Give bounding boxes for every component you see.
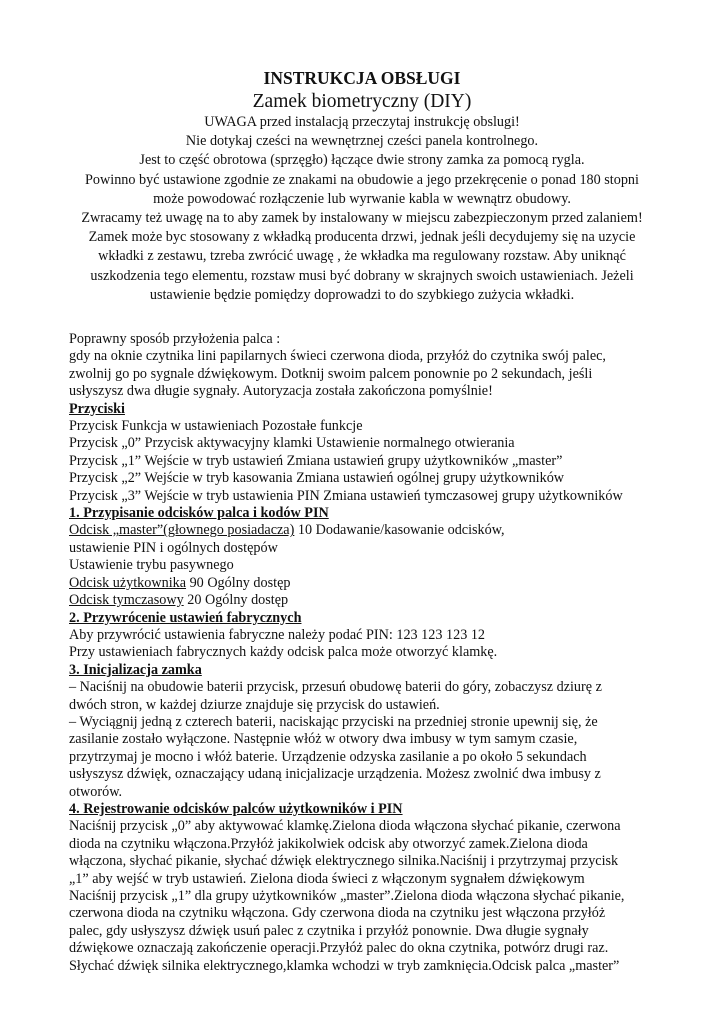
section-1-master-line	[69, 522, 695, 539]
section-4-line: dźwiękowe oznaczają zakończenie operacji.Przyłóż palec do okna czytnika, potwórz drugi raz.	[69, 940, 609, 957]
buttons-line: Przycisk „0” Przycisk aktywacyjny klamki Ustawienie normalnego otwierania	[69, 435, 515, 452]
finger-line: gdy na oknie czytnika lini papilarnych świeci czerwona dioda, przyłóż do czytnika swój palec,	[69, 348, 606, 365]
buttons-heading: Przyciski	[69, 400, 125, 417]
user-rest: 90 Ogólny dostęp	[186, 574, 291, 591]
section-3-line: dwóch stron, w każdej dziurze znajduje się przycisk do ustawień.	[69, 696, 440, 713]
section-3-line: zasilanie zostało wyłączone. Następnie włóż w otwory dwa imbusy w tym samym czasie,	[69, 731, 578, 748]
finger-line: usłyszysz dwa długie sygnały. Autoryzacja została zakończona pomyślnie!	[69, 383, 493, 400]
user-label: Odcisk użytkownika	[69, 574, 187, 591]
section-1-line: Ustawienie trybu pasywnego	[69, 557, 234, 574]
section-4-line: Słychać dźwięk silnika elektrycznego,klamka wchodzi w tryb zamknięcia.Odcisk palca „master”	[69, 957, 620, 974]
section-2-heading: 2. Przywrócenie ustawień fabrycznych	[69, 609, 302, 626]
section-4-line: palec, gdy usłyszysz dźwięk usuń palec z czytnika i przyłóż ponownie. Dwa długie sygnały	[69, 922, 589, 939]
section-1-temp-line	[69, 592, 695, 609]
intro-line: uszkodzenia tego elementu, rozstaw musi być dobrany w skrajnych swoich ustawieniach. Jeżeli	[90, 267, 634, 284]
section-1-line: ustawienie PIN i ogólnych dostępów	[69, 539, 278, 556]
section-3-line: usłyszysz dźwięk, oznaczający udaną inicjalizacje urządzenia. Możesz zwolnić dwa imbusy z	[69, 766, 601, 783]
section-4-line: włączona, słychać pikanie, słychać dźwięk elektrycznego silnika.Naciśnij i przytrzymaj przycisk	[69, 853, 619, 870]
section-2-line: Aby przywrócić ustawienia fabryczne należy podać PIN: 123 123 123 12	[69, 626, 486, 643]
section-3-heading: 3. Inicjalizacja zamka	[69, 661, 202, 678]
finger-heading: Poprawny sposób przyłożenia palca :	[69, 331, 281, 347]
document-title: INSTRUKCJA OBSŁUGI	[263, 68, 461, 88]
intro-line: Powinno być ustawione zgodnie ze znakami na obudowie a jego przekręcenie o ponad 180 stopni	[85, 171, 639, 188]
intro-line: UWAGA przed instalacją przeczytaj instrukcję obslugi!	[204, 114, 520, 130]
master-label: Odcisk „master”(głownego posiadacza)	[69, 522, 295, 539]
section-3-line: otworów.	[69, 783, 123, 800]
temp-label: Odcisk tymczasowy	[69, 592, 184, 609]
section-4-line: dioda na czytniku włączona.Przyłóż jakikolwiek odcisk aby otworzyć zamek.Zielona dioda	[69, 835, 588, 852]
intro-line: może powodować rozłączenie lub wyrwanie kabla w wewnątrz obudowy.	[153, 190, 571, 207]
section-4-line: Naciśnij przycisk „1” dla grupy użytkowników „master”.Zielona dioda włączona słychać pikanie,	[69, 888, 625, 904]
section-3-line: przytrzymaj je mocno i włóż baterie. Urządzenie odzyska zasilanie a po około 5 sekundach	[69, 748, 587, 765]
section-4-line: czerwona dioda na czytniku włączona. Gdy czerwona dioda na czytniku jest włączona przyłóż	[69, 905, 606, 922]
finger-line: zwolnij go po sygnale dźwiękowym. Dotknij swoim palcem ponownie po 2 sekundach, jeśli	[69, 365, 593, 382]
document-body	[69, 331, 695, 975]
buttons-line: Przycisk „3” Wejście w tryb ustawienia PIN Zmiana ustawień tymczasowej grupy użytkowników	[69, 487, 623, 504]
intro-line: Jest to część obrotowa (sprzęgło) łączące dwie strony zamka za pomocą rygla.	[139, 152, 585, 169]
buttons-line: Przycisk „1” Wejście w tryb ustawień Zmiana ustawień grupy użytkowników „master”	[69, 452, 563, 469]
section-4-line: „1” aby wejść w tryb ustawień. Zielona dioda świeci z włączonym sygnałem dźwiękowym	[69, 870, 585, 887]
section-3-line: – Naciśnij na obudowie baterii przycisk, przesuń obudowę baterii do góry, zobaczysz dziurę z	[69, 679, 602, 696]
section-1-user-line	[69, 575, 695, 592]
section-2-line: Przy ustawieniach fabrycznych każdy odcisk palca może otworzyć klamkę.	[69, 644, 498, 661]
intro-line: Zamek może byc stosowany z wkładką producenta drzwi, jednak jeśli decydujemy się na uzycie	[88, 229, 636, 246]
buttons-line: Przycisk „2” Wejście w tryb kasowania Zmiana ustawień ogólnej grupy użytkowników	[69, 470, 565, 487]
buttons-line: Przycisk Funkcja w ustawieniach Pozostałe funkcje	[69, 418, 363, 435]
section-4-line: Naciśnij przycisk „0” aby aktywować klamkę.Zielona dioda włączona słychać pikanie, czerwona	[69, 818, 621, 835]
warning-intro	[40, 113, 684, 305]
temp-rest: 20 Ogólny dostęp	[183, 592, 289, 609]
intro-line: Zwracamy też uwagę na to aby zamek by instalowany w miejscu zabezpieczonym przed zalaniem!	[81, 210, 643, 227]
section-4-heading: 4. Rejestrowanie odcisków palców użytkowników i PIN	[69, 800, 403, 817]
section-1-heading: 1. Przypisanie odcisków palca i kodów PIN	[69, 505, 329, 522]
section-3-line: – Wyciągnij jedną z czterech baterii, naciskając przyciski na przedniej stronie upewnij się, że	[69, 713, 598, 730]
intro-line: ustawienie będzie pomiędzy doprowadzi to do szybkiego zużycia wkładki.	[149, 286, 575, 303]
master-rest: 10 Dodawanie/kasowanie odcisków,	[294, 522, 505, 539]
intro-line: wkładki z zestawu, tzreba zwrócić uwagę , że wkładka ma regulowany rozstaw. Aby uniknąć	[98, 248, 626, 265]
document-subtitle: Zamek biometryczny (DIY)	[252, 91, 472, 112]
intro-line: Nie dotykaj cześci na wewnętrznej cześci panela kontrolnego.	[185, 133, 539, 150]
